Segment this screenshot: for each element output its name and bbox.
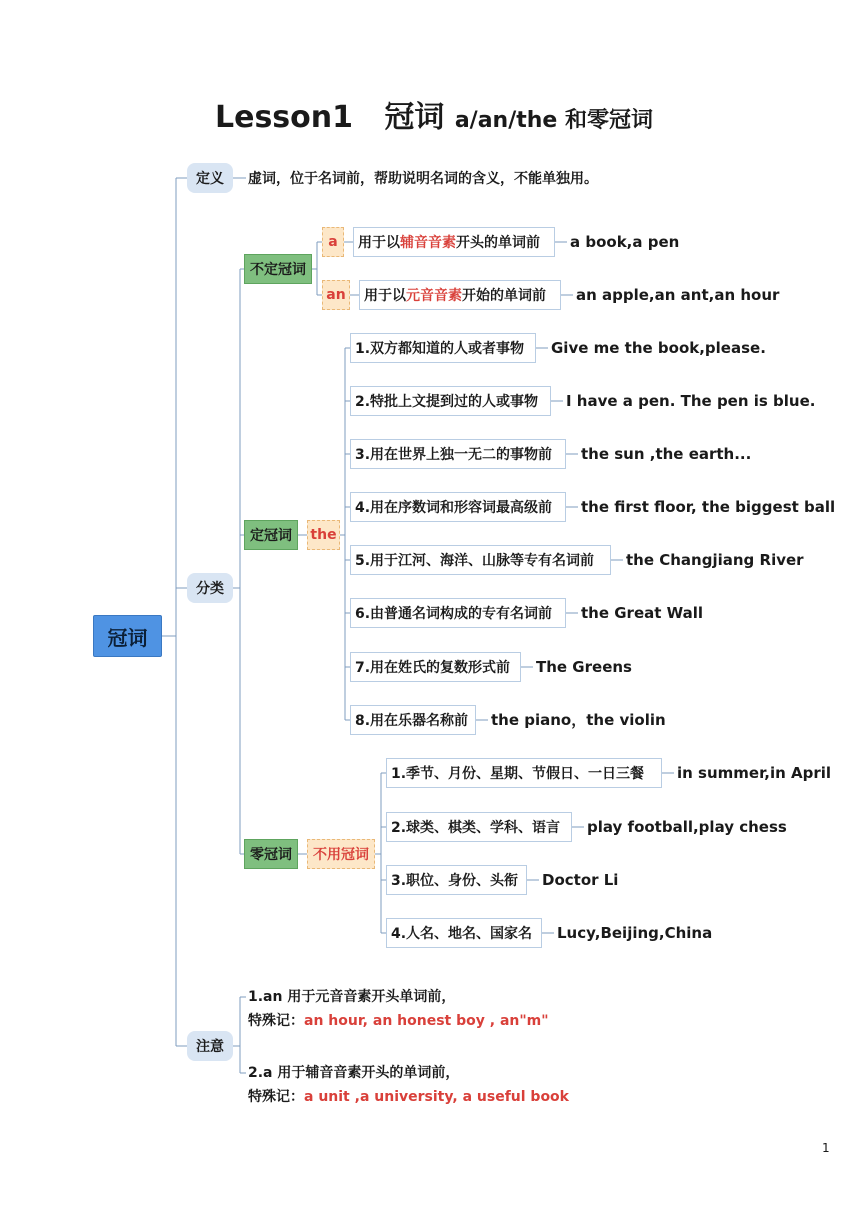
note-1-special: 特殊记：an hour, an honest boy , an"m" (248, 1013, 549, 1029)
note-1-line: 1.an 用于元音音素开头单词前， (248, 989, 456, 1005)
definite-example: Give me the book,please. (551, 339, 766, 357)
definite-rule: 8.用在乐器名称前 (350, 705, 476, 735)
zero-example: Doctor Li (542, 871, 619, 889)
definite-rule: 7.用在姓氏的复数形式前 (350, 652, 521, 682)
example-an: an apple,an ant,an hour (576, 286, 780, 304)
definite-example: I have a pen. The pen is blue. (566, 392, 816, 410)
zero-example: in summer,in April (677, 764, 832, 782)
definite-rule: 6.由普通名词构成的专有名词前 (350, 598, 566, 628)
zero-rule: 4.人名、地名、国家名 (386, 918, 542, 948)
definite-rule: 1.双方都知道的人或者事物 (350, 333, 536, 363)
zero-example: Lucy,Beijing,China (557, 924, 713, 942)
rule-a: 用于以 辅音音素 开头的单词前 (353, 227, 555, 257)
page-title: Lesson1 冠词 a/an/the 和零冠词 (214, 100, 653, 135)
example-a: a book,a pen (570, 233, 680, 251)
definite-example: the piano，the violin (491, 711, 666, 729)
definite-article-node: 定冠词 (244, 520, 298, 550)
rule-an: 用于以 元音音素 开始的单词前 (359, 280, 561, 310)
definite-example: the Changjiang River (626, 551, 804, 569)
definite-example: The Greens (536, 658, 632, 676)
root-node: 冠词 (93, 615, 162, 657)
tag-the: the (307, 520, 340, 550)
tag-a: a (322, 227, 344, 257)
tag-no-article: 不用冠词 (307, 839, 375, 869)
zero-rule: 3.职位、身份、头衔 (386, 865, 527, 895)
definite-example: the Great Wall (581, 604, 704, 622)
definite-rule: 2.特批上文提到过的人或事物 (350, 386, 551, 416)
zero-rule: 1.季节、月份、星期、节假日、一日三餐 (386, 758, 662, 788)
indefinite-article-node: 不定冠词 (244, 254, 312, 284)
definite-example: the sun ,the earth... (581, 445, 752, 463)
definite-rule: 4.用在序数词和形容词最高级前 (350, 492, 566, 522)
zero-article-node: 零冠词 (244, 839, 298, 869)
definite-rule: 3.用在世界上独一无二的事物前 (350, 439, 566, 469)
classification-node: 分类 (187, 573, 233, 603)
definition-text: 虚词，位于名词前，帮助说明名词的含义，不能单独用。 (248, 171, 598, 187)
definite-rule: 5.用于江河、海洋、山脉等专有名词前 (350, 545, 611, 575)
note-2-line: 2.a 用于辅音音素开头的单词前， (248, 1065, 460, 1081)
tag-an: an (322, 280, 350, 310)
page-number: 1 (822, 1141, 830, 1155)
definition-node: 定义 (187, 163, 233, 193)
notes-node: 注意 (187, 1031, 233, 1061)
zero-rule: 2.球类、棋类、学科、语言 (386, 812, 572, 842)
note-2-special: 特殊记：a unit ,a university, a useful book (248, 1089, 569, 1105)
definite-example: the first floor, the biggest ball (581, 498, 836, 516)
zero-example: play football,play chess (587, 818, 787, 836)
